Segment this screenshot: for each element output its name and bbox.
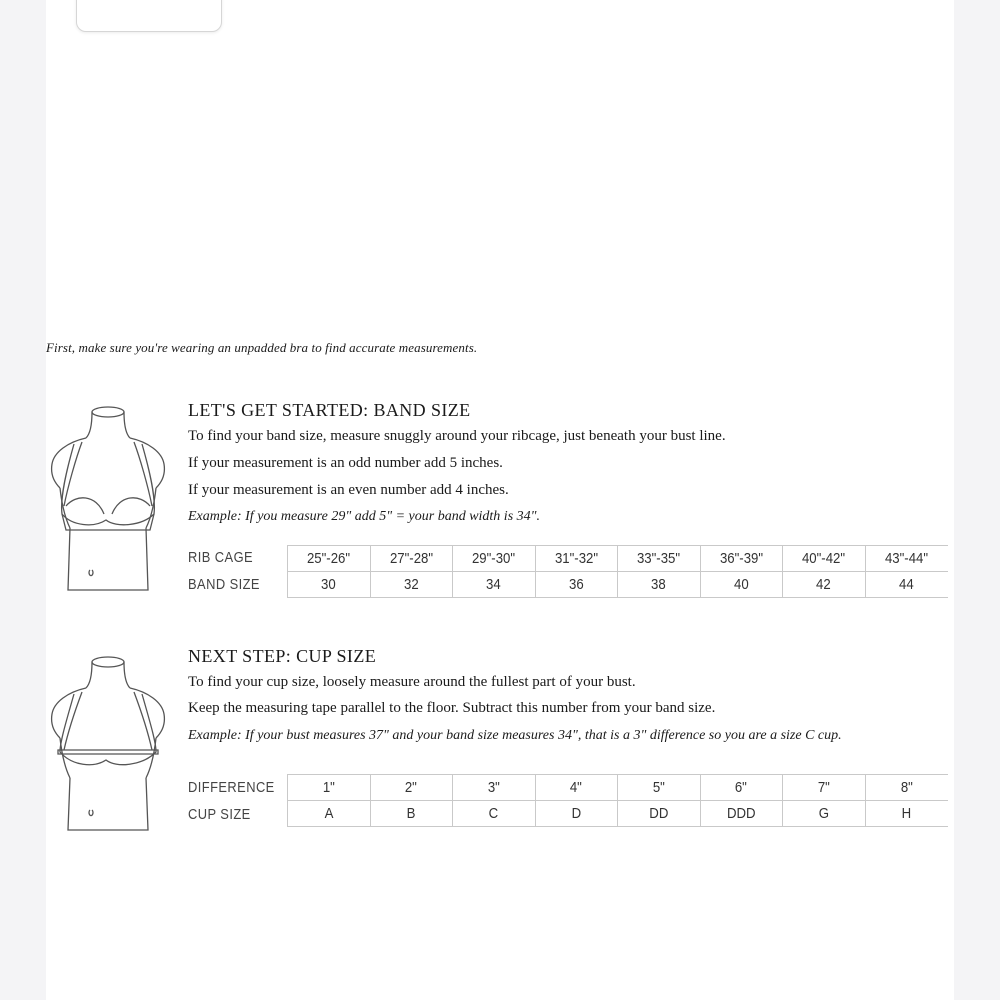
band-instruction-1: To find your band size, measure snuggly around your ribcage, just beneath your bust line.: [188, 428, 726, 444]
table-cell: 4": [535, 775, 618, 801]
table-cell: G: [783, 801, 866, 827]
table-cell: 2": [370, 775, 453, 801]
table-cell: 29"-30": [453, 546, 536, 572]
table-cell: 42: [783, 572, 866, 598]
table-cell: 6": [700, 775, 783, 801]
table-cell: DD: [618, 801, 701, 827]
band-size-label: BAND SIZE: [188, 576, 260, 593]
table-cell: C: [453, 801, 536, 827]
table-cell: 36: [535, 572, 618, 598]
table-cell: 31"-32": [535, 546, 618, 572]
table-cell: 36"-39": [700, 546, 783, 572]
intro-text: First, make sure you're wearing an unpadded bra to find accurate measurements.: [46, 340, 478, 355]
rib-cage-label: RIB CAGE: [188, 549, 254, 566]
table-cell: 33"-35": [618, 546, 701, 572]
table-cell: 7": [783, 775, 866, 801]
rib-cage-row: [288, 546, 948, 572]
difference-label: DIFFERENCE: [188, 779, 275, 796]
table-cell: 40"-42": [783, 546, 866, 572]
table-cell: H: [865, 801, 948, 827]
table-cell: 1": [288, 775, 371, 801]
cup-size-title: NEXT STEP: CUP SIZE: [188, 646, 377, 666]
cup-example: Example: If your bust measures 37" and your band size measures 34", that is a 3" difference so you are a size C cup.: [188, 728, 842, 743]
table-cell: 5": [618, 775, 701, 801]
table-cell: 25"-26": [288, 546, 371, 572]
table-cell: A: [288, 801, 371, 827]
cup-size-label: CUP SIZE: [188, 806, 251, 823]
cup-instruction-2: Keep the measuring tape parallel to the floor. Subtract this number from your band size.: [188, 700, 716, 716]
table-cell: B: [370, 801, 453, 827]
top-card[interactable]: [76, 0, 222, 32]
band-size-row: [288, 572, 948, 598]
table-cell: 3": [453, 775, 536, 801]
table-cell: DDD: [700, 801, 783, 827]
table-cell: 30: [288, 572, 371, 598]
table-cell: 43"-44": [865, 546, 948, 572]
table-cell: D: [535, 801, 618, 827]
page-canvas: [46, 0, 954, 1000]
mannequin-band-icon: [46, 402, 170, 594]
band-instruction-3: If your measurement is an even number add 4 inches.: [188, 482, 509, 498]
cup-instruction-1: To find your cup size, loosely measure around the fullest part of your bust.: [188, 674, 636, 690]
band-size-title: LET'S GET STARTED: BAND SIZE: [188, 400, 471, 420]
band-example: Example: If you measure 29" add 5" = your band width is 34".: [188, 509, 541, 524]
table-cell: 27"-28": [370, 546, 453, 572]
cup-size-row: [288, 801, 948, 827]
table-cell: 40: [700, 572, 783, 598]
band-instruction-2: If your measurement is an odd number add 5 inches.: [188, 455, 503, 471]
table-cell: 44: [865, 572, 948, 598]
cup-size-table: [287, 774, 948, 827]
band-size-table: [287, 545, 948, 598]
difference-row: [288, 775, 948, 801]
table-cell: 32: [370, 572, 453, 598]
table-cell: 38: [618, 572, 701, 598]
table-cell: 34: [453, 572, 536, 598]
mannequin-cup-icon: [46, 652, 170, 834]
table-cell: 8": [865, 775, 948, 801]
